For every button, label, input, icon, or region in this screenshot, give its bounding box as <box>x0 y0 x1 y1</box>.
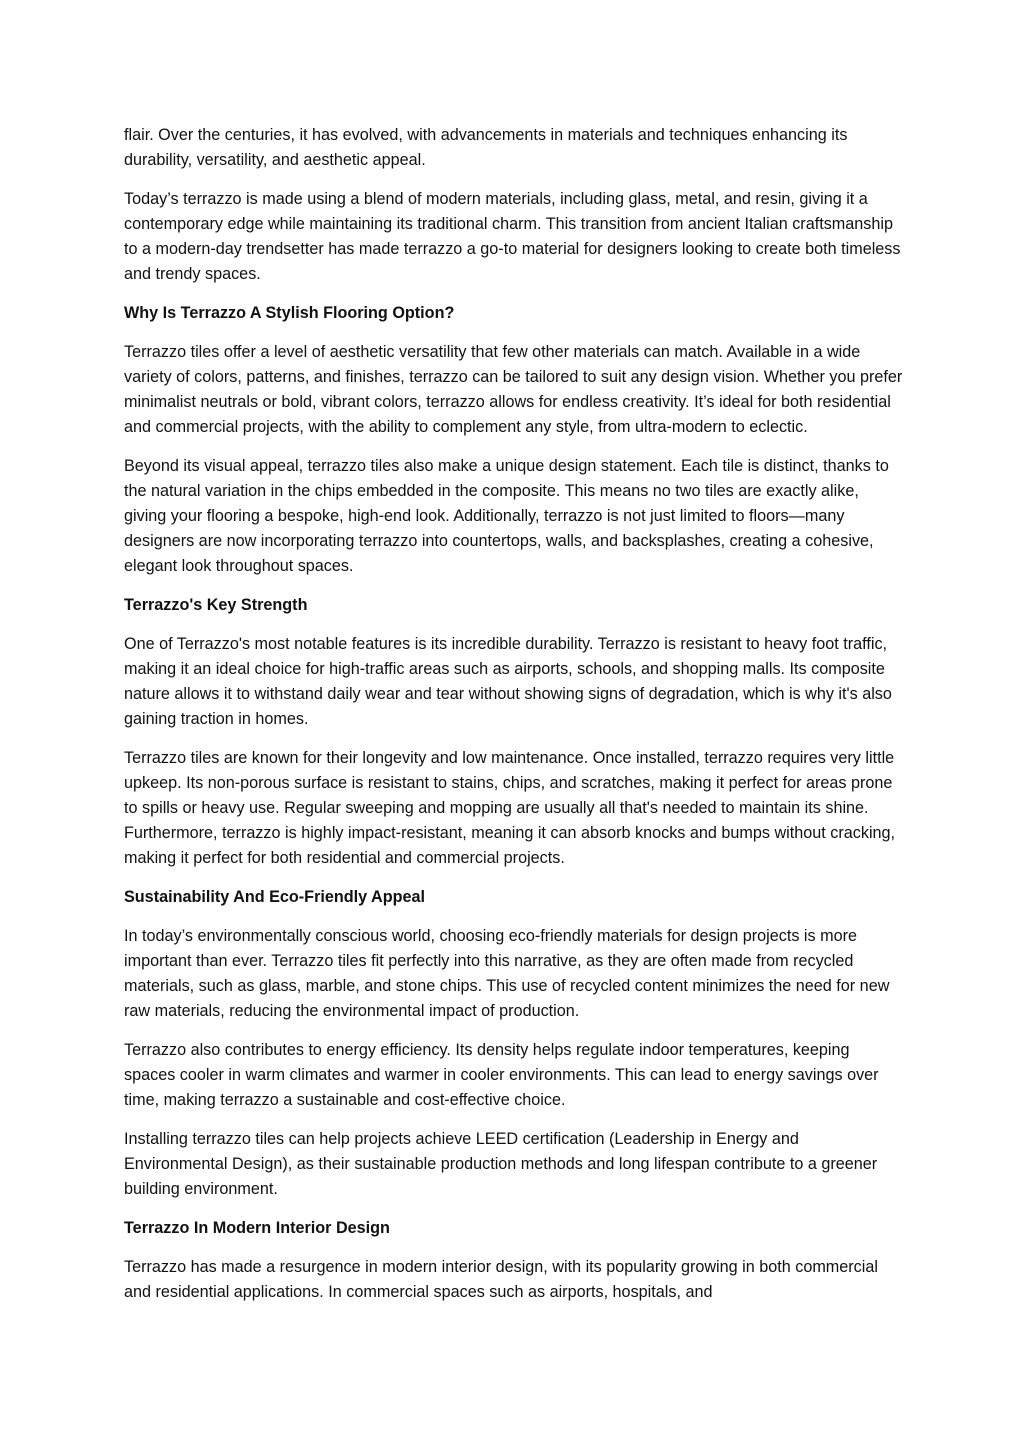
heading-key-strength: Terrazzo's Key Strength <box>124 596 308 614</box>
paragraph-durability: One of Terrazzo's most notable features is its incredible durability. Terrazzo is resistant to heavy foot traffic, making it an ideal choice for high-traffic areas such as airports, schools, and shopping malls. Its composite nature allows it to withstand daily wear and tear without showing signs of degradation, which is why it's also gaining traction in homes. <box>124 635 892 728</box>
heading-sustainability: Sustainability And Eco-Friendly Appeal <box>124 888 426 906</box>
paragraph-modern-materials: Today’s terrazzo is made using a blend of modern materials, including glass, metal, and resin, giving it a contemporary edge while maintaining its traditional charm. This transition from ancient Italian craftsmanship to a modern-day trendsetter has made terrazzo a go-to material for designers looking to create both timeless and trendy spaces. <box>124 190 901 283</box>
paragraph-history-end: flair. Over the centuries, it has evolved, with advancements in materials and techniques enhancing its durability, versatility, and aesthetic appeal. <box>124 126 848 169</box>
heading-modern-interior: Terrazzo In Modern Interior Design <box>124 1219 390 1237</box>
paragraph-maintenance: Terrazzo tiles are known for their longevity and low maintenance. Once installed, terrazzo requires very little upkeep. Its non-porous surface is resistant to stains, chips, and scratches, making it perfect for areas prone to spills or heavy use. Regular sweeping and mopping are usually all that's needed to maintain its shine. Furthermore, terrazzo is highly impact-resistant, meaning it can absorb knocks and bumps without cracking, making it perfect for both residential and commercial projects. <box>124 749 896 867</box>
paragraph-design-statement: Beyond its visual appeal, terrazzo tiles also make a unique design statement. Each tile is distinct, thanks to the natural variation in the chips embedded in the composite. This means no two tiles are exactly alike, giving your flooring a bespoke, high-end look. Additionally, terrazzo is not just limited to floors—many designers are now incorporating terrazzo into countertops, walls, and backsplashes, creating a cohesive, elegant look throughout spaces. <box>124 457 889 575</box>
heading-stylish-option: Why Is Terrazzo A Stylish Flooring Option? <box>124 304 455 322</box>
paragraph-versatility: Terrazzo tiles offer a level of aesthetic versatility that few other materials can match. Available in a wide variety of colors, patterns, and finishes, terrazzo can be tailored to suit any design vision. Whether you prefer minimalist neutrals or bold, vibrant colors, terrazzo allows for endless creativity. It’s ideal for both residential and commercial projects, with the ability to complement any style, from ultra-modern to eclectic. <box>124 343 903 436</box>
paragraph-resurgence: Terrazzo has made a resurgence in modern interior design, with its popularity growing in both commercial and residential applications. In commercial spaces such as airports, hospitals, and <box>124 1258 878 1301</box>
document-page <box>124 123 904 1319</box>
paragraph-leed: Installing terrazzo tiles can help projects achieve LEED certification (Leadership in Energy and Environmental Design), as their sustainable production methods and long lifespan contribute to a greener building environment. <box>124 1130 878 1198</box>
paragraph-energy-efficiency: Terrazzo also contributes to energy efficiency. Its density helps regulate indoor temperatures, keeping spaces cooler in warm climates and warmer in cooler environments. This can lead to energy savings over time, making terrazzo a sustainable and cost-effective choice. <box>124 1041 879 1109</box>
paragraph-eco-friendly: In today’s environmentally conscious world, choosing eco-friendly materials for design projects is more important than ever. Terrazzo tiles fit perfectly into this narrative, as they are often made from recycled materials, such as glass, marble, and stone chips. This use of recycled content minimizes the need for new raw materials, reducing the environmental impact of production. <box>124 927 890 1020</box>
